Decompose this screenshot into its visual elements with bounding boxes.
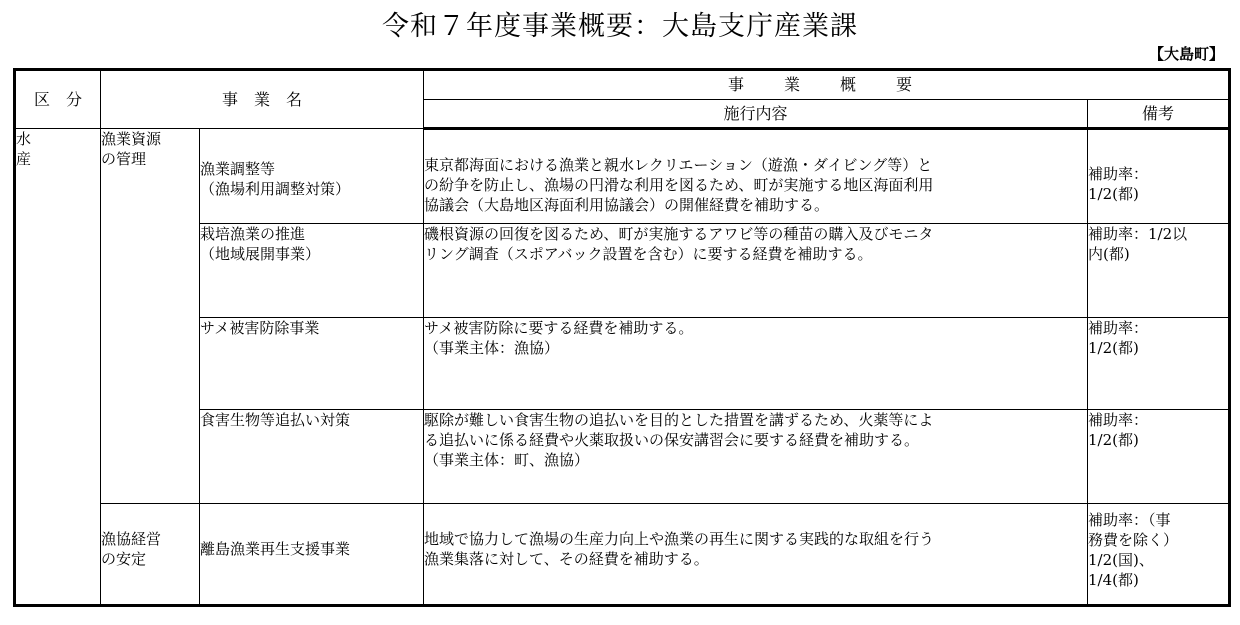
remarks-line: 務費を除く）: [1088, 531, 1179, 549]
remarks-cell: [1088, 129, 1230, 224]
details-line: 漁業集落に対して、その経費を補助する。: [424, 550, 709, 568]
remarks-line: 1/4(都): [1088, 571, 1139, 589]
details-line: （事業主体：漁協）: [424, 339, 560, 357]
remarks-line: 補助率：1/2以: [1088, 225, 1188, 243]
project-name-line: 栽培漁業の推進: [200, 225, 306, 243]
project-name-line: サメ被害防除事業: [200, 319, 320, 337]
group-name-line: の安定: [101, 550, 147, 568]
project-name-cell: [200, 129, 424, 224]
group-name-line: の管理: [101, 150, 147, 168]
table-row: [15, 504, 1230, 606]
remarks-cell: [1088, 224, 1230, 318]
project-name-line: 食害生物等追払い対策: [200, 411, 351, 429]
project-name-line: （地域展開事業）: [200, 245, 321, 263]
remarks-line: 1/2(都): [1088, 185, 1139, 203]
project-name-line: 離島漁業再生支援事業: [200, 540, 351, 558]
remarks-line: 補助率：: [1088, 319, 1149, 337]
category-cell: 水 産: [15, 129, 101, 606]
details-cell: [424, 318, 1088, 410]
remarks-line: 1/2(都): [1088, 339, 1139, 357]
project-name-cell: [200, 504, 424, 606]
town-label: 【大島町】: [1148, 45, 1224, 63]
header-remarks: 備考: [1088, 100, 1230, 129]
project-name-cell: [200, 318, 424, 410]
remarks-line: 1/2(国)、: [1088, 551, 1154, 569]
group-name-cell: [101, 504, 200, 606]
details-cell: [424, 504, 1088, 606]
details-line: サメ被害防除に要する経費を補助する。: [424, 319, 694, 337]
details-cell: [424, 224, 1088, 318]
header-category: 区 分: [15, 70, 101, 129]
header-details: 施行内容: [424, 100, 1088, 129]
remarks-line: 補助率：: [1088, 411, 1149, 429]
project-overview-table: [13, 68, 1231, 607]
details-line: 東京都海面における漁業と親水レクリエーション（遊漁・ダイビング等）と: [424, 156, 933, 174]
details-line: リング調査（スポアバック設置を含む）に要する経費を補助する。: [424, 245, 873, 263]
details-line: 駆除が難しい食害生物の追払いを目的とした措置を講ずるため、火薬等によ: [424, 411, 934, 429]
group-name-line: 漁業資源: [101, 130, 162, 148]
project-name-cell: [200, 410, 424, 504]
details-cell: [424, 129, 1088, 224]
header-project-name: 事 業 名: [101, 70, 424, 129]
remarks-cell: [1088, 410, 1230, 504]
details-line: （事業主体：町、漁協）: [424, 451, 590, 469]
details-line: 地域で協力して漁場の生産力向上や漁業の再生に関する実践的な取組を行う: [424, 530, 935, 548]
project-name-line: （漁場利用調整対策）: [200, 180, 351, 198]
details-line: 磯根資源の回復を図るため、町が実施するアワビ等の種苗の購入及びモニタ: [424, 225, 934, 243]
details-line: の紛争を防止し、漁場の円滑な利用を図るため、町が実施する地区海面利用: [424, 176, 934, 194]
details-line: 協議会（大島地区海面利用協議会）の開催経費を補助する。: [424, 196, 830, 214]
project-name-line: 漁業調整等: [200, 160, 276, 178]
remarks-line: 補助率：（事: [1088, 511, 1171, 529]
remarks-cell: [1088, 504, 1230, 606]
remarks-cell: [1088, 318, 1230, 410]
details-cell: [424, 410, 1088, 504]
table-row: [15, 129, 1230, 224]
details-line: る追払いに係る経費や火薬取扱いの保安講習会に要する経費を補助する。: [424, 431, 920, 449]
group-name-cell: [101, 129, 200, 504]
remarks-line: 補助率：: [1088, 165, 1149, 183]
remarks-line: 内(都): [1088, 245, 1130, 263]
project-name-cell: [200, 224, 424, 318]
remarks-line: 1/2(都): [1088, 431, 1139, 449]
group-name-line: 漁協経営: [101, 530, 162, 548]
page-title: 令和７年度事業概要：大島支庁産業課: [382, 11, 858, 42]
header-overview: 事 業 概 要: [424, 70, 1230, 100]
